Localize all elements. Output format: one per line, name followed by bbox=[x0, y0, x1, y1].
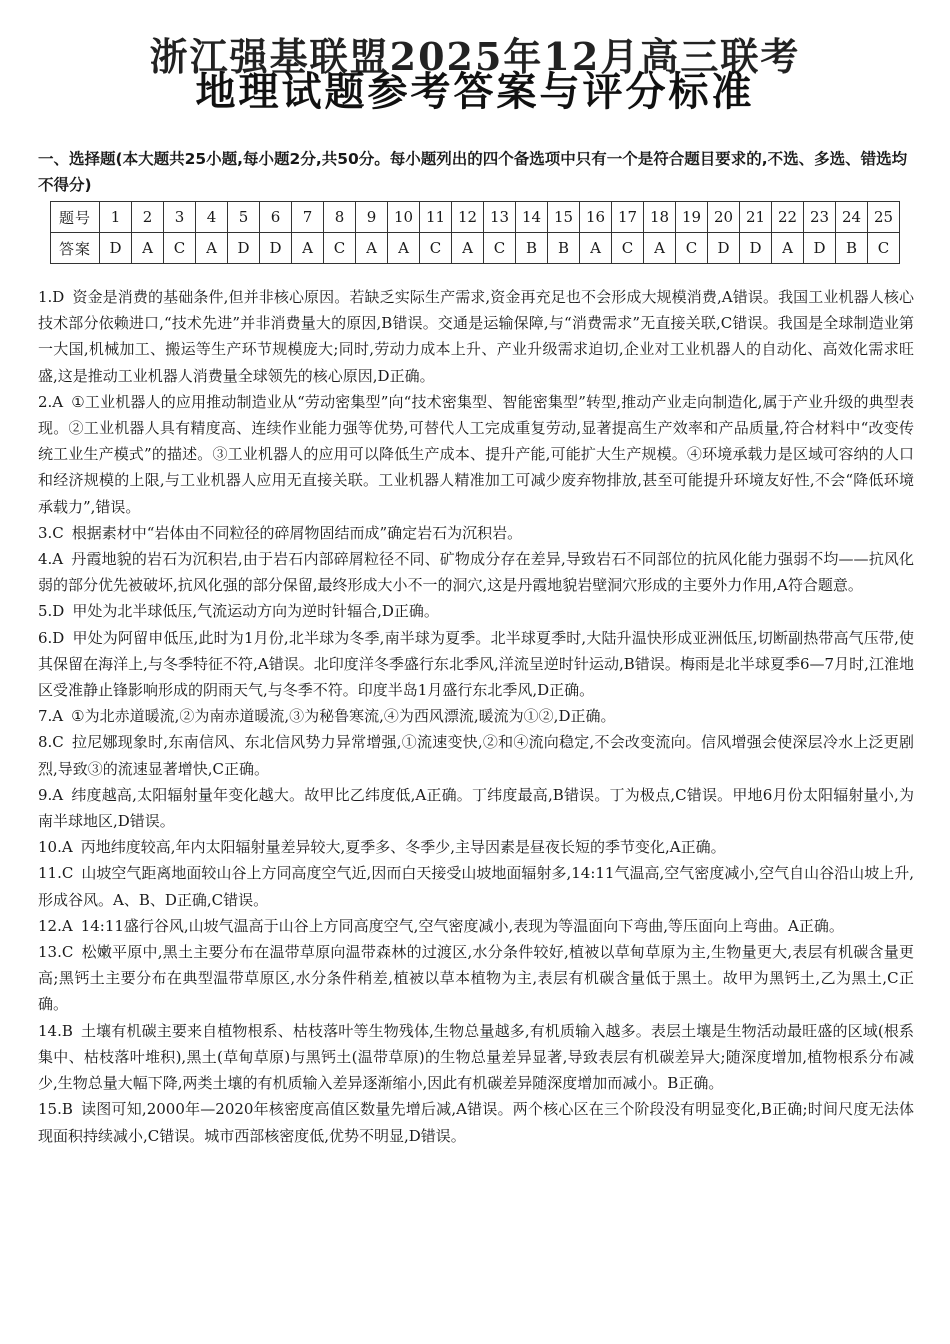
explanation-number: 14.B bbox=[38, 1021, 73, 1040]
explanation-number: 2.A bbox=[38, 392, 64, 411]
explanation-item bbox=[38, 389, 914, 520]
row-label-answer: 答案 bbox=[51, 233, 100, 264]
explanation-item bbox=[38, 782, 914, 834]
question-number-cell: 17 bbox=[612, 202, 644, 233]
question-number-cell: 7 bbox=[292, 202, 324, 233]
explanation-text: 丙地纬度较高,年内太阳辐射量差异较大,夏季多、冬季少,主导因素是昼夜长短的季节变化,A正确。 bbox=[80, 838, 726, 857]
answer-cell: A bbox=[452, 233, 484, 264]
answer-table bbox=[50, 201, 900, 264]
explanation-number: 15.B bbox=[38, 1100, 73, 1119]
explanation-item bbox=[38, 625, 914, 704]
question-number-cell: 25 bbox=[868, 202, 900, 233]
answer-cell: D bbox=[708, 233, 740, 264]
explanation-item bbox=[38, 284, 914, 389]
explanation-number: 6.D bbox=[38, 628, 65, 647]
answer-cell: A bbox=[580, 233, 612, 264]
answer-cell: D bbox=[740, 233, 772, 264]
explanation-item bbox=[38, 520, 914, 546]
answer-cell: A bbox=[356, 233, 388, 264]
explanation-text: ①为北赤道暖流,②为南赤道暖流,③为秘鲁寒流,④为西风漂流,暖流为①②,D正确。 bbox=[71, 707, 616, 726]
explanation-item bbox=[38, 729, 914, 781]
answer-cell: B bbox=[548, 233, 580, 264]
explanation-number: 13.C bbox=[38, 943, 74, 962]
question-number-cell: 2 bbox=[132, 202, 164, 233]
answer-cell: A bbox=[772, 233, 804, 264]
question-number-cell: 6 bbox=[260, 202, 292, 233]
explanation-text: 甲处为阿留申低压,此时为1月份,北半球为冬季,南半球为夏季。北半球夏季时,大陆升温快形成亚洲低压,切断副热带高气压带,使其保留在海洋上,与冬季特征不符,A错误。北印度洋冬季盛行东北季风,洋流呈逆时针运动,B错误。梅雨是北半球夏季6—7月时,江淮地区受准静止锋影响形成的阴雨天气,与冬季不符。印度半岛1月盛行东北季风,D正确。 bbox=[38, 628, 914, 700]
question-number-cell: 8 bbox=[324, 202, 356, 233]
row-label-number: 题号 bbox=[51, 202, 100, 233]
question-number-cell: 4 bbox=[196, 202, 228, 233]
answer-cell: C bbox=[484, 233, 516, 264]
explanation-number: 12.A bbox=[38, 916, 73, 935]
explanation-number: 8.C bbox=[38, 733, 64, 752]
explanation-text: 松嫩平原中,黑土主要分布在温带草原向温带森林的过渡区,水分条件较好,植被以草甸草原为主,生物量更大,表层有机碳含量更高;黑钙土主要分布在典型温带草原区,水分条件稍差,植被以草本植物为主,表层有机碳含量低于黑土。故甲为黑钙土,乙为黑土,C正确。 bbox=[38, 943, 914, 1014]
answer-cell: C bbox=[324, 233, 356, 264]
explanation-number: 1.D bbox=[38, 288, 65, 306]
answer-cell: A bbox=[196, 233, 228, 264]
question-number-cell: 23 bbox=[804, 202, 836, 233]
question-number-cell: 22 bbox=[772, 202, 804, 233]
question-number-cell: 5 bbox=[228, 202, 260, 233]
answer-cell: D bbox=[228, 233, 260, 264]
answer-cell: C bbox=[164, 233, 196, 264]
answer-cell: C bbox=[676, 233, 708, 264]
explanation-text: 14:11盛行谷风,山坡气温高于山谷上方同高度空气,空气密度减小,表现为等温面向下弯曲,等压面向上弯曲。A正确。 bbox=[80, 916, 844, 935]
answer-cell: B bbox=[836, 233, 868, 264]
answer-cell: C bbox=[612, 233, 644, 264]
answer-cell: A bbox=[292, 233, 324, 264]
question-number-cell: 12 bbox=[452, 202, 484, 233]
answer-cell: C bbox=[420, 233, 452, 264]
section-heading: 一、选择题(本大题共25小题,每小题2分,共50分。每小题列出的四个备选项中只有一个是符合题目要求的,不选、多选、错选均不得分) bbox=[38, 150, 908, 194]
explanation-item bbox=[38, 598, 914, 624]
explanation-text: 读图可知,2000年—2020年核密度高值区数量先增后减,A错误。两个核心区在三个阶段没有明显变化,B正确;时间尺度无法体现面积持续减小,C错误。城市西部核密度低,优势不明显,D错误。 bbox=[38, 1100, 914, 1145]
explanation-text: 资金是消费的基础条件,但并非核心原因。若缺乏实际生产需求,资金再充足也不会形成大规模消费,A错误。我国工业机器人核心技术部分依赖进口,“技术先进”并非消费量大的原因,B错误。交通是运输保障,与“消费需求”无直接关联,C错误。我国是全球制造业第一大国,机械加工、搬运等生产环节规模庞大;同时,劳动力成本上升、产业升级需求迫切,企业对工业机器人的自动化、高效化需求旺盛,这是推动工业机器人消费量全球领先的核心原因,D正确。 bbox=[38, 288, 914, 385]
explanation-item bbox=[38, 834, 914, 860]
page-title: 地理试题参考答案与评分标准 bbox=[195, 68, 755, 115]
question-number-cell: 20 bbox=[708, 202, 740, 233]
explanation-text: 土壤有机碳主要来自植物根系、枯枝落叶等生物残体,生物总量越多,有机质输入越多。表层土壤是生物活动最旺盛的区域(根系集中、枯枝落叶堆积),黑土(草甸草原)与黑钙土(温带草原)的生物总量差异显著,导致表层有机碳差异大;随深度增加,植物根系分布减少,生物总量大幅下降,两类土壤的有机质输入差异逐渐缩小,因此有机碳差异随深度增加而减小。B正确。 bbox=[38, 1021, 914, 1093]
question-number-cell: 15 bbox=[548, 202, 580, 233]
explanation-text: 山坡空气距离地面较山谷上方同高度空气近,因而白天接受山坡地面辐射多,14:11气温高,空气密度减小,空气自山谷沿山坡上升,形成谷风。A、B、D正确,C错误。 bbox=[38, 864, 914, 909]
answer-row bbox=[51, 233, 900, 264]
explanation-text: 拉尼娜现象时,东南信风、东北信风势力异常增强,①流速变快,②和④流向稳定,不会改变流向。信风增强会使深层冷水上泛更剧烈,导致③的流速显著增快,C正确。 bbox=[38, 733, 914, 778]
question-number-row bbox=[51, 202, 900, 233]
explanation-item bbox=[38, 860, 914, 912]
answer-cell: A bbox=[644, 233, 676, 264]
explanation-number: 11.C bbox=[38, 864, 74, 883]
answer-cell: C bbox=[868, 233, 900, 264]
explanation-number: 9.A bbox=[38, 785, 64, 804]
question-number-cell: 11 bbox=[420, 202, 452, 233]
question-number-cell: 16 bbox=[580, 202, 612, 233]
exam-series-title: 浙江强基联盟2025年12月高三联考 bbox=[149, 34, 801, 79]
explanation-text: 丹霞地貌的岩石为沉积岩,由于岩石内部碎屑粒径不同、矿物成分存在差异,导致岩石不同部位的抗风化能力强弱不均——抗风化弱的部分优先被破坏,抗风化强的部分保留,最终形成大小不一的洞穴,这是丹霞地貌岩壁洞穴形成的主要外力作用,A符合题意。 bbox=[38, 550, 914, 595]
question-number-cell: 13 bbox=[484, 202, 516, 233]
explanation-item bbox=[38, 939, 914, 1018]
question-number-cell: 9 bbox=[356, 202, 388, 233]
explanation-item bbox=[38, 546, 914, 598]
explanation-item bbox=[38, 1018, 914, 1097]
explanation-text: 根据素材中“岩体由不同粒径的碎屑物固结而成”确定岩石为沉积岩。 bbox=[71, 523, 523, 542]
explanation-text: 纬度越高,太阳辐射量年变化越大。故甲比乙纬度低,A正确。丁纬度最高,B错误。丁为极点,C错误。甲地6月份太阳辐射量小,为南半球地区,D错误。 bbox=[38, 785, 914, 831]
answer-cell: B bbox=[516, 233, 548, 264]
explanation-number: 4.A bbox=[38, 550, 64, 569]
answer-cell: A bbox=[132, 233, 164, 264]
question-number-cell: 14 bbox=[516, 202, 548, 233]
question-number-cell: 1 bbox=[100, 202, 132, 233]
explanation-item bbox=[38, 703, 914, 729]
explanation-number: 7.A bbox=[38, 707, 64, 726]
explanation-number: 5.D bbox=[38, 602, 65, 621]
explanations-list bbox=[38, 284, 914, 1149]
answer-cell: A bbox=[388, 233, 420, 264]
answer-cell: D bbox=[260, 233, 292, 264]
question-number-cell: 24 bbox=[836, 202, 868, 233]
explanation-item bbox=[38, 913, 914, 939]
explanation-text: 甲处为北半球低压,气流运动方向为逆时针辐合,D正确。 bbox=[72, 602, 439, 621]
answer-cell: D bbox=[804, 233, 836, 264]
explanation-number: 10.A bbox=[38, 838, 73, 857]
explanation-item bbox=[38, 1096, 914, 1148]
question-number-cell: 18 bbox=[644, 202, 676, 233]
explanation-text: ①工业机器人的应用推动制造业从“劳动密集型”向“技术密集型、智能密集型”转型,推动产业走向制造化,属于产业升级的典型表现。②工业机器人具有精度高、连续作业能力强等优势,可替代人工完成重复劳动,显著提高生产效率和产品质量,符合材料中“改变传统工业生产模式”的描述。③工业机器人的应用可以降低生产成本、提升产能,可能扩大生产规模。④环境承载力是区域可容纳的人口和经济规模的上限,与工业机器人应用无直接关联。工业机器人精准加工可减少废弃物排放,甚至可能提升环境友好性,不会“降低环境承载力”,错误。 bbox=[38, 392, 914, 516]
question-number-cell: 10 bbox=[388, 202, 420, 233]
question-number-cell: 19 bbox=[676, 202, 708, 233]
explanation-number: 3.C bbox=[38, 523, 64, 542]
answer-cell: D bbox=[100, 233, 132, 264]
question-number-cell: 21 bbox=[740, 202, 772, 233]
question-number-cell: 3 bbox=[164, 202, 196, 233]
